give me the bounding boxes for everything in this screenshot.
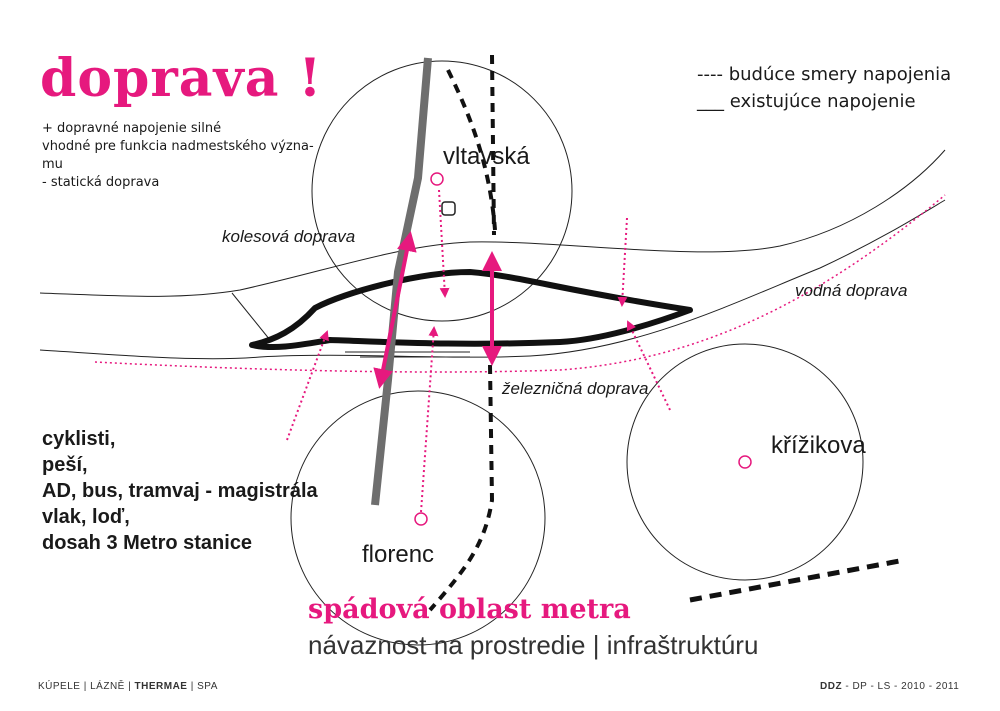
mode-item: cyklisti,	[42, 428, 116, 450]
footer-right-part: - DP - LS - 2010 - 2011	[845, 681, 960, 692]
label-water-transport: vodná doprava	[795, 281, 908, 300]
station-label-krizikova: křížikova	[771, 432, 866, 459]
legend-future: ---- budúce smery napojenia	[697, 64, 952, 85]
future-connection-south	[430, 365, 492, 610]
label-wheeled-transport: kolesová doprava	[222, 227, 356, 246]
station-label-florenc: florenc	[362, 541, 435, 568]
mode-item: AD, bus, tramvaj - magistrála	[42, 480, 318, 502]
footer-left-part: KÚPELE | LÁZNĚ |	[38, 681, 132, 692]
road-connection-arrow	[380, 235, 410, 385]
footer-left-part: | SPA	[190, 681, 218, 692]
note-line: + dopravné napojenie silné	[42, 121, 222, 136]
station-marker-florenc	[415, 513, 427, 525]
footer-right-bold: DDZ	[820, 681, 843, 692]
site-outline	[252, 272, 690, 347]
building-marker	[442, 202, 455, 215]
station-marker-krizikova	[739, 456, 751, 468]
station-marker-vltavska	[431, 173, 443, 185]
notes-block	[42, 120, 382, 192]
note-line: vhodné pre funkcia nadmestského význa-	[42, 139, 314, 154]
note-line: - statická doprava	[42, 175, 160, 190]
mode-item: dosah 3 Metro stanice	[42, 532, 253, 554]
transport-modes-list	[42, 426, 318, 556]
legend-existing: ___ existujúce napojenie	[697, 91, 916, 112]
station-label-vltavska: vltavská	[443, 143, 530, 170]
note-line: mu	[42, 157, 63, 172]
label-rail-transport: železničná doprava	[502, 379, 649, 398]
mode-item: peší,	[42, 454, 88, 476]
footer-left	[38, 681, 218, 692]
future-connection-east	[690, 560, 905, 600]
footer-left-bold: THERMAE	[134, 681, 188, 692]
mode-item: vlak, loď,	[42, 506, 130, 528]
catchment-subtitle: návaznost na prostredie | infraštruktúru	[308, 630, 759, 660]
catchment-title: spádová oblast metra	[308, 594, 631, 625]
side-channel	[232, 293, 270, 340]
page-title: doprava !	[40, 48, 323, 109]
catchment-circle-krizikova	[627, 344, 863, 580]
link-florenc-site	[421, 328, 434, 512]
link-northeast-site	[622, 218, 627, 305]
footer-right	[820, 681, 959, 692]
